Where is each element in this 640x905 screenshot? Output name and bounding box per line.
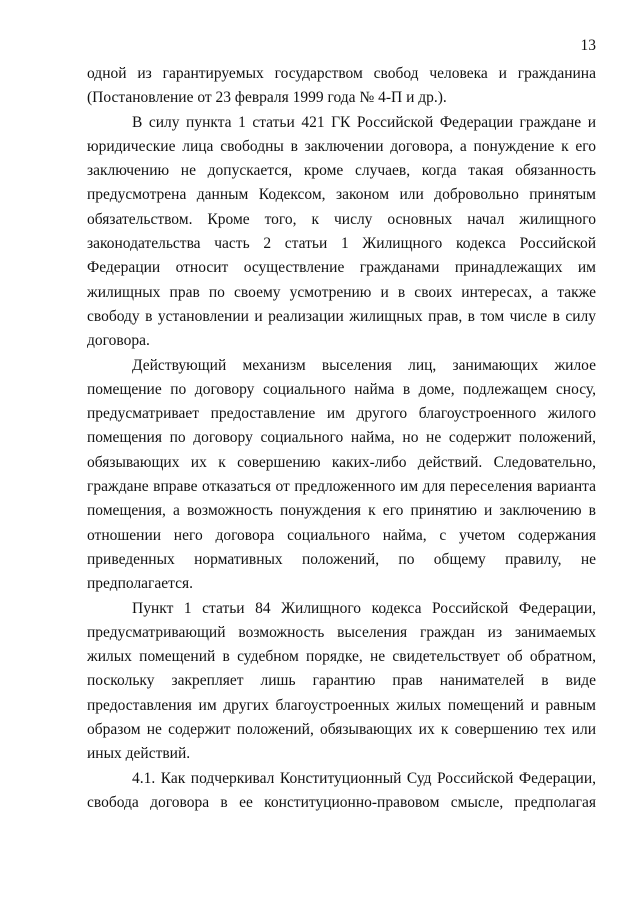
text-line: свободу в установлении и реализации жилищных прав, в том числе в силу (87, 307, 596, 325)
text-line: предусматривает предоставление им другого благоустроенного жилого (87, 405, 596, 423)
text-line: иных действий. (87, 745, 191, 763)
text-line: поскольку закрепляет лишь гарантию прав нанимателей в виде (87, 672, 596, 690)
text-line: Пункт 1 статьи 84 Жилищного кодекса Российской Федерации, (132, 599, 596, 617)
text-line: отношении него договора социального найма, с учетом содержания (87, 526, 596, 544)
text-line: предоставления им других благоустроенных жилых помещений и равным (87, 696, 596, 714)
text-line: предусмотрена данным Кодексом, законом или добровольно принятым (87, 186, 596, 204)
text-line: юридические лица свободны в заключении договора, а понуждение к его (87, 137, 596, 155)
text-line: помещения, а возможность понуждения к его принятию и заключению в (87, 502, 596, 520)
text-line: (Постановление от 23 февраля 1999 года № 4-П и др.). (87, 89, 447, 107)
text-line: В силу пункта 1 статьи 421 ГК Российской Федерации граждане и (132, 113, 596, 131)
text-line: помещения по договору социального найма, но не содержит положений, (87, 429, 596, 447)
text-line: обязательством. Кроме того, к числу основных начал жилищного (87, 210, 596, 228)
paragraph (87, 62, 596, 111)
text-line: 4.1. Как подчеркивал Конституционный Суд Российской Федерации, (132, 769, 596, 787)
document-body (87, 62, 596, 815)
text-line: граждане вправе отказаться от предложенного им для переселения варианта (87, 478, 596, 496)
text-line: приведенных нормативных положений, по общему правилу, не (87, 550, 596, 568)
text-line: договора. (87, 332, 150, 350)
text-line: заключению не допускается, кроме случаев, когда такая обязанность (87, 162, 596, 180)
paragraph (87, 111, 596, 354)
text-line: жилых помещений в судебном порядке, не свидетельствует об обратном, (87, 648, 596, 666)
text-line: одной из гарантируемых государством свобод человека и гражданина (87, 65, 596, 82)
paragraph (87, 354, 596, 597)
text-line: образом не содержит положений, обязывающих их к совершению тех или (87, 721, 596, 739)
text-line: помещение по договору социального найма в доме, подлежащем сносу, (87, 380, 596, 398)
text-line: предусматривающий возможность выселения граждан из занимаемых (87, 623, 596, 641)
text-line: Федерации относит осуществление гражданами принадлежащих им (87, 259, 596, 277)
page-number: 13 (580, 37, 596, 54)
text-line: предполагается. (87, 575, 194, 593)
text-line: Действующий механизм выселения лиц, занимающих жилое (132, 356, 596, 374)
paragraph (87, 597, 596, 767)
text-line: свобода договора в ее конституционно-правовом смысле, предполагая (87, 793, 596, 811)
text-line: обязывающих их к совершению каких-либо действий. Следовательно, (87, 453, 596, 471)
paragraph (87, 767, 596, 816)
text-line: законодательства часть 2 статьи 1 Жилищного кодекса Российской (87, 235, 596, 253)
text-line: жилищных прав по своему усмотрению и в своих интересах, а также (87, 283, 596, 301)
